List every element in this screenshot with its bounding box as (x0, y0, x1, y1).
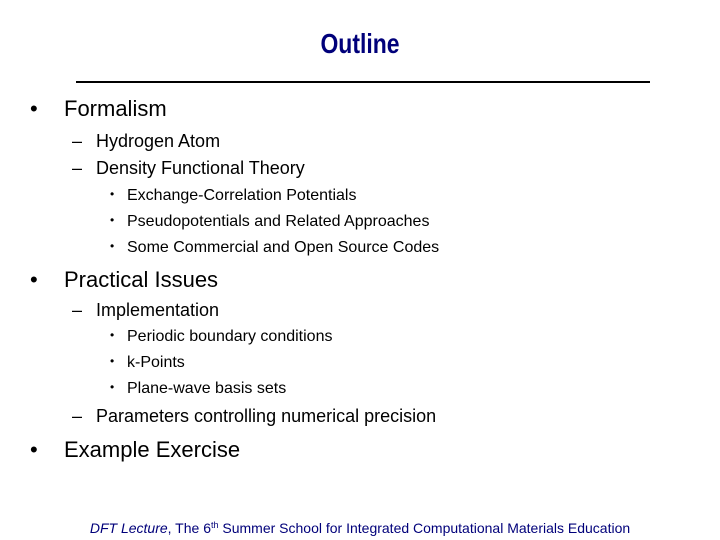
item-text: Some Commercial and Open Source Codes (127, 239, 440, 256)
dash-marker: – (72, 158, 83, 178)
footer-lecture-title: DFT Lecture (89, 520, 168, 536)
item-text: Hydrogen Atom (96, 131, 221, 151)
list-item (30, 437, 240, 463)
item-text: Formalism (64, 96, 167, 121)
list-item (110, 380, 286, 398)
bullet-marker: • (30, 267, 38, 292)
item-text: Periodic boundary conditions (127, 328, 333, 345)
item-text: k-Points (127, 354, 185, 371)
bullet-marker: • (110, 239, 115, 253)
bullet-marker: • (110, 187, 115, 201)
dash-marker: – (72, 131, 83, 151)
bullet-marker: • (110, 354, 115, 368)
bullet-marker: • (110, 380, 115, 394)
list-item (110, 354, 185, 372)
footer-text-rest: Summer School for Integrated Computational Materials Education (218, 520, 631, 536)
bullet-marker: • (110, 328, 115, 342)
bullet-marker: • (30, 437, 38, 462)
list-item (72, 406, 436, 427)
item-text: Exchange-Correlation Potentials (127, 187, 357, 204)
list-item (72, 300, 219, 321)
list-item (30, 267, 218, 293)
list-item (110, 213, 429, 231)
item-text: Practical Issues (64, 267, 219, 292)
item-text: Example Exercise (64, 437, 241, 462)
list-item (30, 96, 167, 122)
bullet-marker: • (110, 213, 115, 227)
bullet-marker: • (30, 96, 38, 121)
list-item (110, 328, 332, 346)
list-item (110, 187, 356, 205)
item-text: Implementation (96, 300, 220, 320)
list-item (72, 131, 220, 152)
dash-marker: – (72, 300, 83, 320)
dash-marker: – (72, 406, 83, 426)
footer-text-mid: , The 6 (167, 520, 211, 536)
footer-ordinal: th (210, 520, 219, 530)
item-text: Parameters controlling numerical precision (96, 406, 437, 426)
slide-title: Outline (320, 28, 400, 59)
item-text: Density Functional Theory (96, 158, 305, 178)
item-text: Pseudopotentials and Related Approaches (127, 213, 430, 230)
item-text: Plane-wave basis sets (127, 380, 287, 397)
slide-footer (0, 520, 720, 536)
list-item (72, 158, 305, 179)
list-item (110, 239, 439, 257)
